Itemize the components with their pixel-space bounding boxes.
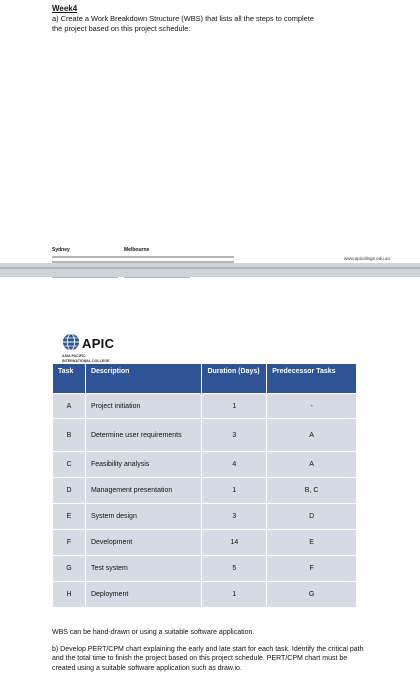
cell-task: E — [53, 504, 86, 530]
cell-description: Deployment — [85, 582, 202, 608]
globe-icon — [62, 333, 80, 351]
question-header — [52, 4, 412, 34]
logo-subtitle: ASIA PACIFIC — [62, 354, 86, 358]
cell-description: Feasibility analysis — [85, 452, 202, 478]
cell-description: Management presentation — [85, 478, 202, 504]
cell-task: B — [53, 419, 86, 452]
table-row — [53, 394, 357, 419]
cell-duration: 14 — [202, 530, 267, 556]
cell-duration: 4 — [202, 452, 267, 478]
cell-predecessor: D — [267, 504, 357, 530]
cell-task: C — [53, 452, 86, 478]
cell-task: A — [53, 394, 86, 419]
cell-duration: 1 — [202, 478, 267, 504]
cell-predecessor: - — [267, 394, 357, 419]
logo-brand-text: APIC — [82, 336, 115, 351]
cell-predecessor: F — [267, 556, 357, 582]
cell-description: Test system — [85, 556, 202, 582]
cell-task: F — [53, 530, 86, 556]
cell-duration: 5 — [202, 556, 267, 582]
page-divider-band — [0, 263, 420, 277]
table-row — [53, 556, 357, 582]
header-description: Description — [85, 364, 202, 394]
cell-duration: 1 — [202, 582, 267, 608]
cell-duration: 3 — [202, 504, 267, 530]
cell-task: G — [53, 556, 86, 582]
cell-task: D — [53, 478, 86, 504]
wbs-note: WBS can be hand-drawn or using a suitable software application. — [52, 629, 255, 636]
instruction-line-2: the project based on this project schedule: — [52, 24, 191, 33]
cell-description: Development — [85, 530, 202, 556]
table-row — [53, 478, 357, 504]
footer-website: www.apicollege.edu.au — [343, 256, 390, 261]
instruction-line-1: a) Create a Work Breakdown Structure (WBS) that lists all the steps to complete — [52, 14, 314, 23]
table-row — [53, 582, 357, 608]
cell-description: System design — [85, 504, 202, 530]
table-row — [53, 530, 357, 556]
table-row — [53, 504, 357, 530]
cell-duration: 1 — [202, 394, 267, 419]
address-line — [124, 256, 234, 258]
cell-duration: 3 — [202, 419, 267, 452]
cell-predecessor: B, C — [267, 478, 357, 504]
table-header-row — [53, 364, 357, 394]
cell-predecessor: A — [267, 419, 357, 452]
cell-predecessor: E — [267, 530, 357, 556]
week-title: Week4 — [52, 4, 78, 13]
footer-city-right: Melbourne — [124, 247, 150, 253]
divider-stripe — [0, 267, 420, 269]
table-row — [53, 419, 357, 452]
cell-task: H — [53, 582, 86, 608]
header-task: Task — [53, 364, 86, 394]
cell-predecessor: G — [267, 582, 357, 608]
header-duration: Duration (Days) — [202, 364, 267, 394]
assignment-notes — [52, 628, 364, 680]
cell-description: Determine user requirements — [85, 419, 202, 452]
cell-description: Project initiation — [85, 394, 202, 419]
footer-city-left: Sydney — [52, 247, 70, 253]
header-predecessor: Predecessor Tasks — [267, 364, 357, 394]
project-schedule-table — [52, 363, 357, 608]
cell-predecessor: A — [267, 452, 357, 478]
logo-subtitle: INTERNATIONAL COLLEGE — [62, 359, 110, 363]
table-row — [53, 452, 357, 478]
part-b-instructions: b) Develop PERT/CPM chart explaining the early and late start for each task. Identify the critical path and the total time to finish the project based on this project schedule. PERT/CPM chart must be created using a suitable software application such as draw.io. — [52, 645, 364, 672]
